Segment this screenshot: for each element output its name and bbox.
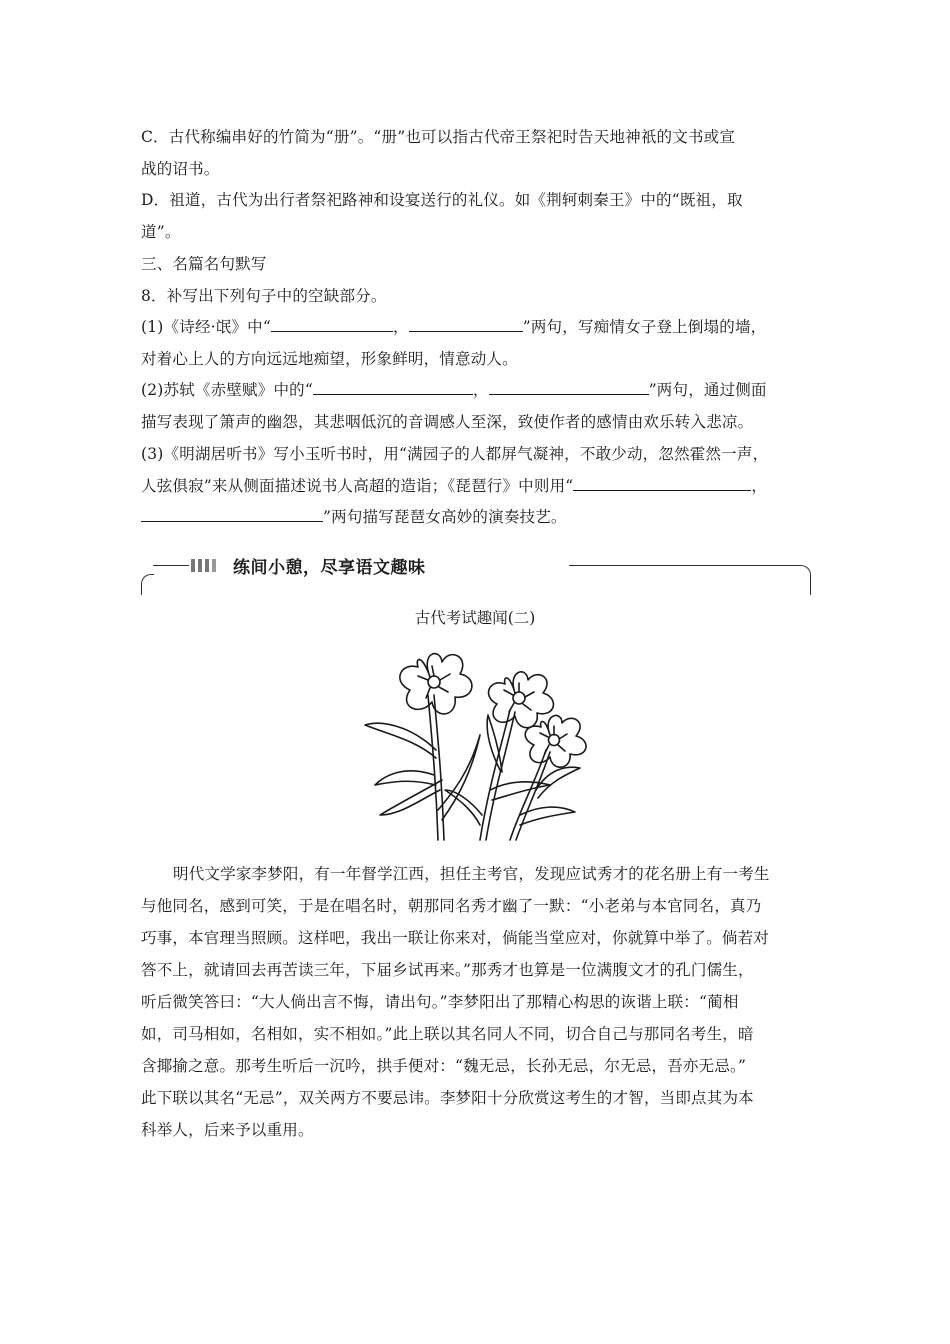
article-paragraph-line-2: 与他同名，感到可笑，于是在唱名时，朝那同名秀才幽了一默：“小老弟与本官同名，真乃 [141,897,762,915]
banner-left-rule [153,565,189,566]
option-c-line-1: C．古代称编串好的竹简为“册”。“册”也可以指古代帝王祭祀时告天地神祇的文书或宣 [141,128,736,146]
question-8-3-line-2 [141,476,821,496]
question-8-1-line-2: 对着心上人的方向远远地痴望，形象鲜明，情意动人。 [141,350,518,368]
question-8-1-prefix: (1)《诗经·氓》中“ [141,318,272,336]
option-c-line-2: 战的诏书。 [141,160,220,178]
blank-2b[interactable] [489,380,649,395]
blank-3a[interactable] [573,476,751,491]
question-8: 8．补写出下列句子中的空缺部分。 [141,287,387,305]
blank-1b[interactable] [409,317,523,332]
banner-left-corner [141,574,154,595]
article-paragraph-line-3: 巧事，本官理当照顾。这样吧，我出一联让你来对，倘能当堂应对，你就算中举了。倘若对 [141,929,770,947]
article-paragraph-line-6: 如，司马相如，名相如，实不相如。”此上联以其名同人不同，切合自己与那同名考生，暗 [141,1025,754,1043]
article-paragraph-line-7: 含揶揄之意。那考生听后一沉吟，拱手便对：“魏无忌，长孙无忌，尔无忌，吾亦无忌。” [141,1057,747,1075]
question-8-3-text: 人弦俱寂”来从侧面描述说书人高超的造诣；《琵琶行》中则用“ [141,477,574,495]
article-paragraph-line-8: 此下联以其名“无忌”，双关两方不要忌讳。李梦阳十分欣赏这考生的才智，当即点其为本 [141,1089,754,1107]
question-8-1-sep: ， [393,318,409,336]
question-8-3-line-1: (3)《明湖居听书》写小玉听书时，用“满园子的人都屏气凝神，不敢少动，忽然霍然一声， [141,445,769,463]
section-heading: 三、名篇名句默写 [141,255,267,273]
article-text-1: 明代文学家李梦阳，有一年督学江西，担任主考官，发现应试秀才的花名册上有一考生 [173,865,770,883]
question-8-2-suffix: ”两句，通过侧面 [648,381,767,399]
banner-bars-icon [191,559,227,573]
question-8-2-line-2: 描写表现了箫声的幽怨，其悲咽低沉的音调感人至深，致使作者的感情由欢乐转入悲凉。 [141,413,754,431]
question-8-1 [141,317,821,337]
banner-right-corner [798,565,811,595]
flower-middle [489,672,554,728]
flower-left [400,654,472,714]
article-paragraph-line-9: 科举人，后来予以重用。 [141,1121,314,1139]
article-paragraph-line-5: 听后微笑答曰：“大人倘出言不悔，请出句。”李梦阳出了那精心构思的诙谐上联：“蔺相 [141,993,739,1011]
flower-illustration [360,640,600,850]
article-title: 古代考试趣闻(二) [414,609,536,627]
question-8-3-sep: ， [751,477,768,495]
banner-title: 练间小憩，尽享语文趣味 [233,558,426,578]
option-d-line-2: 道”。 [141,223,181,241]
question-8-2-prefix: (2)苏轼《赤壁赋》中的“ [141,381,313,399]
banner-right-rule [569,565,799,566]
blank-3b[interactable] [141,507,323,522]
question-8-2 [141,380,821,400]
question-8-2-sep: ， [472,381,489,399]
article-paragraph-line-4: 答不上，就请回去再苦读三年，下届乡试再来。”那秀才也算是一位满腹文才的孔门儒生， [141,961,754,979]
blank-1a[interactable] [271,317,393,332]
question-8-3-line-3 [141,507,821,527]
section-banner [141,554,811,594]
article-paragraph-line-1 [141,864,821,884]
flower-right [525,716,586,768]
blank-2a[interactable] [313,380,473,395]
question-8-1-suffix: ”两句，写痴情女子登上倒塌的墙， [522,318,767,336]
option-d-line-1: D．祖道，古代为出行者祭祀路神和设宴送行的礼仪。如《荆轲刺秦王》中的“既祖，取 [141,191,743,209]
leaves [365,715,580,825]
question-8-3-suffix: ”两句描写琵琶女高妙的演奏技艺。 [323,508,567,526]
